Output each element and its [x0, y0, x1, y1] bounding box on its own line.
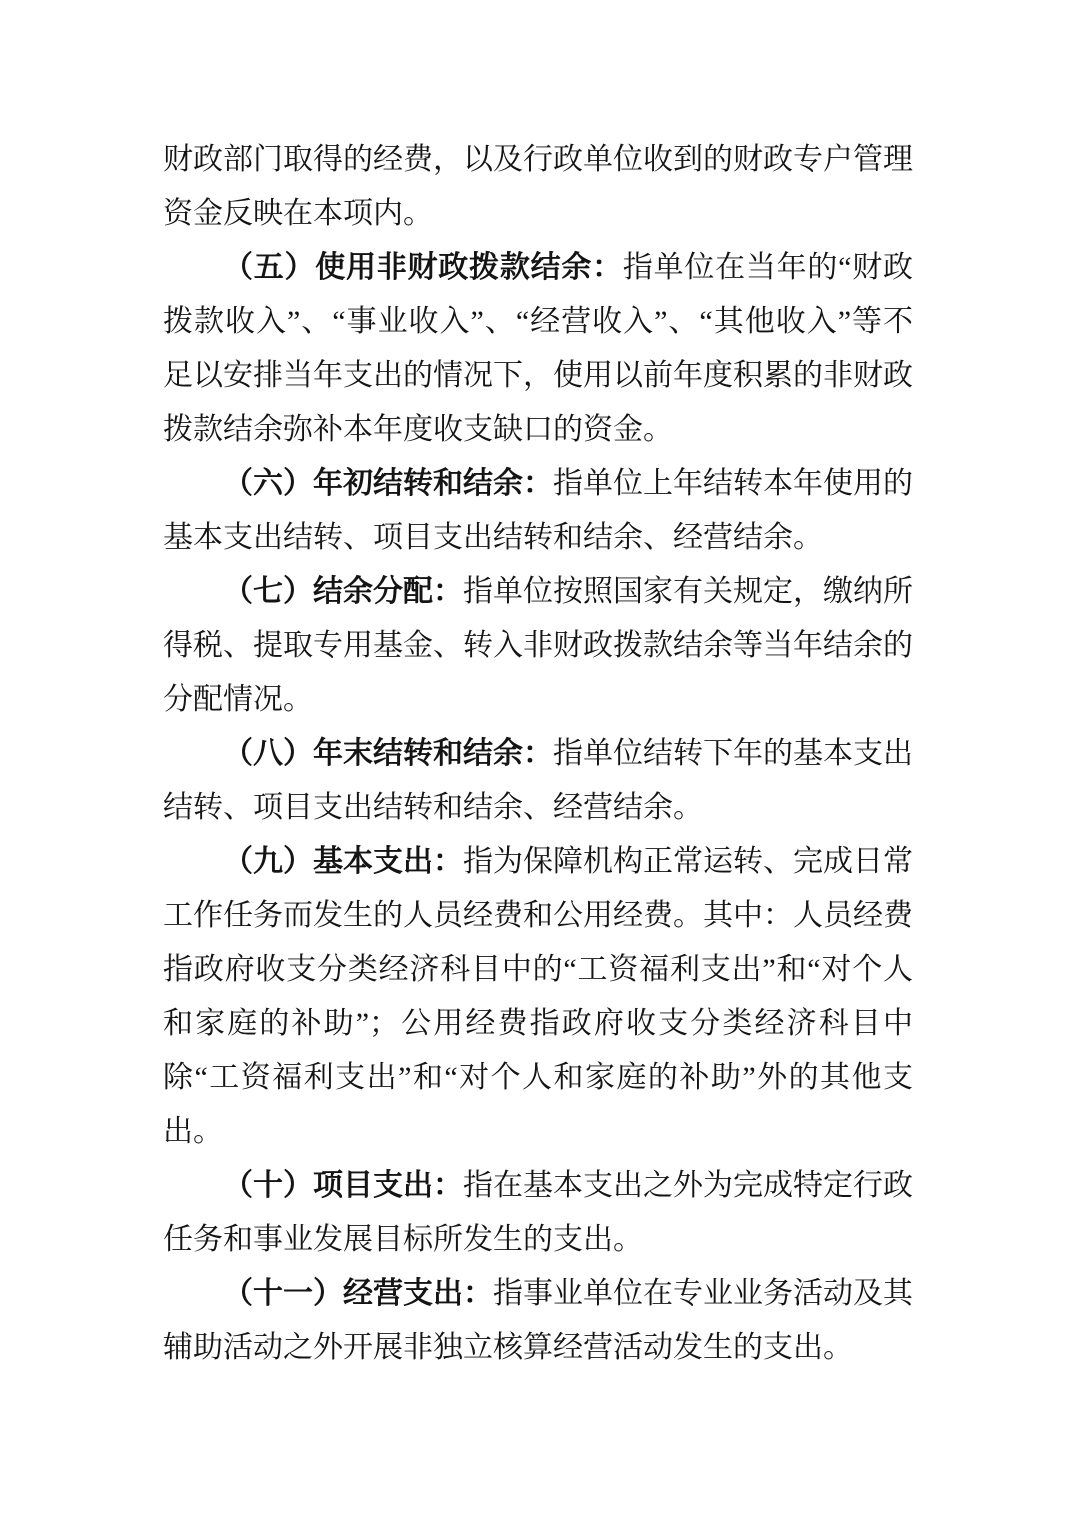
section-8-heading: （八）年末结转和结余：: [223, 736, 553, 771]
section-10-heading: （十）项目支出：: [223, 1168, 463, 1203]
section-9-paragraph: [163, 835, 913, 1159]
section-9-heading: （九）基本支出：: [223, 844, 463, 879]
continuation-paragraph: 财政部门取得的经费，以及行政单位收到的财政专户管理资金反映在本项内。: [163, 143, 913, 230]
section-7-heading: （七）结余分配：: [223, 574, 463, 609]
section-6-heading: （六）年初结转和结余：: [223, 466, 553, 501]
section-8-paragraph: [163, 727, 913, 835]
section-8-body: 指单位结转下年的基本支出结转、项目支出结转和结余、经营结余。: [163, 737, 913, 824]
section-5-body: 指单位在当年的“财政拨款收入”、“事业收入”、“经营收入”、“其他收入”等不足以安排当年支出的情况下，使用以前年度积累的非财政拨款结余弥补本年度收支缺口的资金。: [163, 251, 913, 446]
section-11-paragraph: [163, 1267, 913, 1375]
section-9-body: 指为保障机构正常运转、完成日常工作任务而发生的人员经费和公用经费。其中：人员经费指政府收支分类经济科目中的“工资福利支出”和“对个人和家庭的补助”；公用经费指政府收支分类经济科目中除“工资福利支出”和“对个人和家庭的补助”外的其他支出。: [163, 845, 913, 1148]
section-6-paragraph: [163, 457, 913, 565]
section-10-paragraph: [163, 1159, 913, 1267]
section-7-paragraph: [163, 565, 913, 727]
section-7-body: 指单位按照国家有关规定，缴纳所得税、提取专用基金、转入非财政拨款结余等当年结余的分配情况。: [163, 575, 913, 716]
section-5-paragraph: [163, 241, 913, 457]
section-10-body: 指在基本支出之外为完成特定行政任务和事业发展目标所发生的支出。: [163, 1169, 913, 1256]
section-11-heading: （十一）经营支出：: [223, 1276, 493, 1311]
section-6-body: 指单位上年结转本年使用的基本支出结转、项目支出结转和结余、经营结余。: [163, 467, 913, 554]
section-5-heading: （五）使用非财政拨款结余：: [223, 250, 623, 285]
section-11-body: 指事业单位在专业业务活动及其辅助活动之外开展非独立核算经营活动发生的支出。: [163, 1277, 913, 1364]
